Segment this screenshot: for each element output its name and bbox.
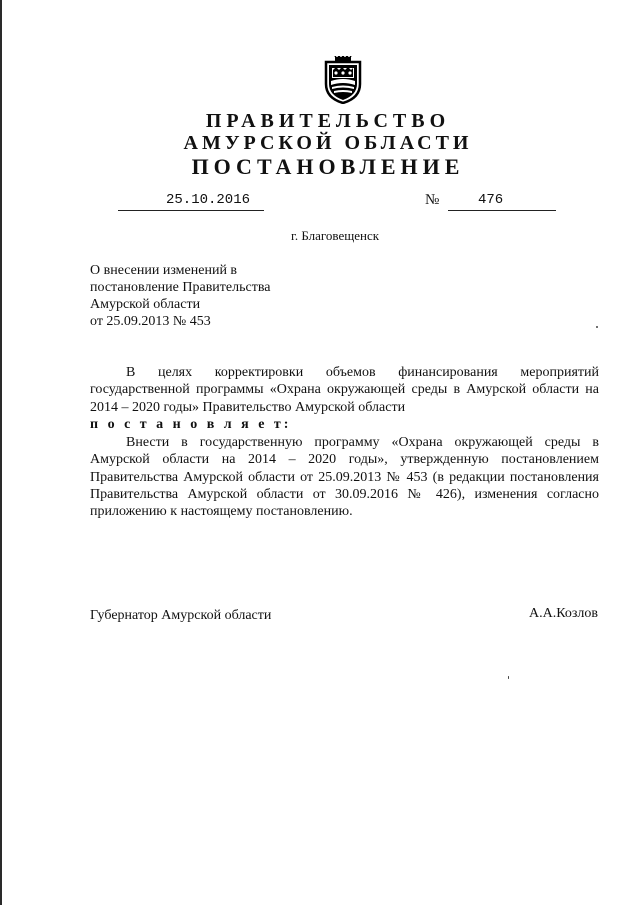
decree-word: п о с т а н о в л я е т: [90,417,292,432]
resolution-paragraph: Внести в государственную программу «Охрана окружающей среды в Амурской области на 2014 – 2020 годы», утвержденную постановлением Правительства Амурской области от 25.09.2013 № 453 (в редакции постановления Правительства Амурской области от 30.09.2016 № 426), изменения согласно приложению к настоящему постановлению. [90,435,599,520]
subject-line: Амурской области [90,297,201,312]
document-number: 476 [478,192,504,208]
preamble-paragraph: В целях корректировки объемов финансирования мероприятий государственной программы «Охрана окружающей среды в Амурской области на 2014 – 2020 годы» Правительство Амурской области [90,365,599,415]
city-line: г. Благовещенск [290,228,380,243]
number-underline [448,210,556,211]
subject-line: О внесении изменений в [90,263,238,278]
signatory-title: Губернатор Амурской области [90,608,272,623]
document-type-title: ПОСТАНОВЛЕНИЕ [191,154,465,179]
document-date: 25.10.2016 [166,192,251,208]
amur-coat-of-arms-icon [322,56,364,104]
government-title: ПРАВИТЕЛЬСТВО [205,110,451,132]
subject-line: постановление Правительства [90,280,271,295]
scan-speck [508,676,509,679]
date-underline [118,210,264,211]
subject-line: от 25.09.2013 № 453 [90,314,211,329]
scan-speck [596,326,598,328]
scan-left-edge [0,0,2,905]
subject-block [90,262,270,330]
region-title: АМУРСКОЙ ОБЛАСТИ [183,132,473,154]
signatory-name: А.А.Козлов [529,606,598,621]
number-sign: № [425,192,440,208]
